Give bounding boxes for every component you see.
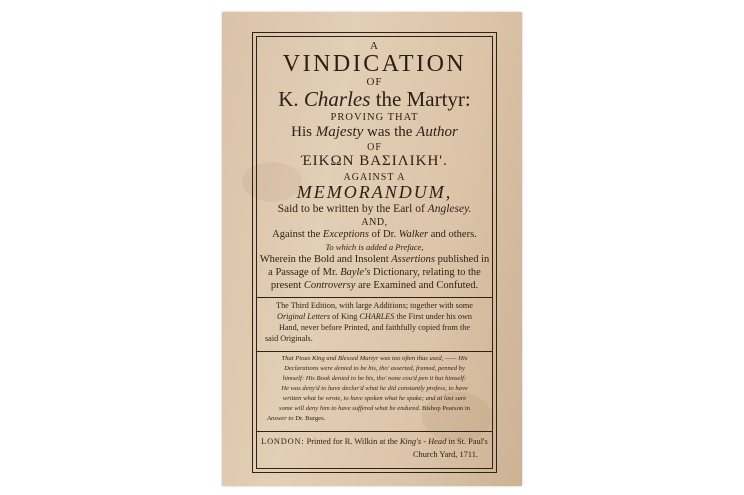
controversy-text: Controversy	[303, 280, 356, 291]
assertions-line	[253, 255, 496, 266]
proving-that: PROVING THAT	[330, 112, 419, 123]
the-first-text: the First under his own	[396, 312, 472, 321]
title-line-vindication: VINDICATION	[282, 51, 467, 77]
edition-line-3: Hand, never before Printed, and faithfully copied from the	[279, 323, 470, 332]
of-king-text: of King	[332, 312, 358, 321]
printed-for-text: Printed for R. Wilkin at the	[306, 437, 398, 446]
dictionary-text: Dictionary, relating to the	[373, 267, 481, 278]
passage-text: a Passage of Mr.	[268, 267, 338, 278]
title-line-of: OF	[366, 76, 383, 88]
preface-line: To which is added a Preface,	[325, 242, 424, 252]
memorandum: MEMORANDUM,	[296, 182, 453, 202]
published-in-text: published in	[437, 254, 490, 265]
title-k: K.	[278, 87, 299, 111]
bishop-pearson-text: Bishop Pearson in	[421, 405, 470, 412]
controversy-line	[253, 281, 496, 292]
rule-2	[257, 351, 492, 352]
quote-line-3: himself: His Book denied to be his, tho' none cou'd pen it but himself:	[282, 375, 467, 382]
of-line-2: OF	[367, 142, 382, 153]
quote-line-2: Declarations were denied to be his, tho' asserted, framed, penned by	[284, 365, 465, 372]
said-to-be-written: Said to be written by the Earl of	[277, 203, 425, 215]
and-line: AND,	[361, 217, 388, 228]
against-a: AGAINST A	[343, 172, 406, 183]
title-line-king-charles	[253, 89, 496, 110]
title-martyr: the Martyr:	[375, 87, 471, 111]
and-others-text: and others.	[430, 229, 477, 240]
st-pauls-text: in St. Paul's	[448, 437, 488, 446]
confuted-text: are Examined and Confuted.	[357, 280, 479, 291]
against-exceptions-line	[253, 230, 496, 241]
exceptions-text: Exceptions	[322, 229, 369, 240]
title-line-a: A	[370, 40, 379, 52]
rule-3	[257, 431, 492, 432]
bold-insolent-text: Wherein the Bold and Insolent	[259, 254, 389, 265]
title-charles: Charles	[303, 87, 371, 111]
imprint-line-2: Church Yard, 1711.	[412, 450, 478, 459]
edition-line-1: The Third Edition, with large Additions; together with some	[276, 301, 473, 310]
kings-head-text: King's - Head	[399, 437, 447, 446]
quote-line-7	[267, 416, 496, 423]
bayle-line	[253, 268, 496, 279]
rule-1	[257, 297, 492, 298]
assertions-text: Assertions	[391, 254, 436, 265]
edition-line-2	[253, 313, 496, 321]
was-the-text: was the	[367, 124, 413, 140]
dr-burges-text: Dr. Burges.	[295, 415, 326, 422]
quote-line-5: written what he wrote, to have spoken what he spake; and at last sure	[282, 395, 467, 402]
bayle-text: Bayle's	[340, 267, 371, 278]
answer-to-text: Answer to	[267, 415, 294, 422]
quote-line-4: He was deny'd to have declar'd what he did constantly profess, to have	[281, 385, 468, 392]
walker-text: Walker	[398, 229, 429, 240]
of-dr-text: of Dr.	[371, 229, 397, 240]
london-text: LONDON:	[261, 437, 305, 446]
eikon-basilike: ΈΙΚΩΝ ΒΑΣΙΛΙΚΗ'.	[301, 153, 448, 169]
quote-line-1: That Pious King and Blessed Martyr was too often thus used, —— His	[281, 355, 468, 362]
charles-caps-text: CHARLES	[359, 312, 395, 321]
his-text: His	[291, 124, 313, 140]
imprint-line-1	[253, 438, 496, 446]
title-page-border	[252, 32, 497, 473]
author-text: Author	[416, 124, 458, 140]
earl-of-anglesey-line	[253, 204, 496, 216]
present-text: present	[270, 280, 302, 291]
suffered-text: some will deny him to have suffered what he endured.	[279, 405, 421, 412]
anglesey-text: Anglesey.	[427, 203, 472, 215]
edition-line-4: said Originals.	[265, 334, 313, 343]
book-page	[222, 12, 522, 486]
against-the-text: Against the	[272, 229, 321, 240]
majesty-text: Majesty	[315, 124, 364, 140]
his-majesty-line	[253, 125, 496, 140]
original-letters-text: Original Letters	[277, 312, 331, 321]
quote-line-6	[253, 406, 496, 413]
